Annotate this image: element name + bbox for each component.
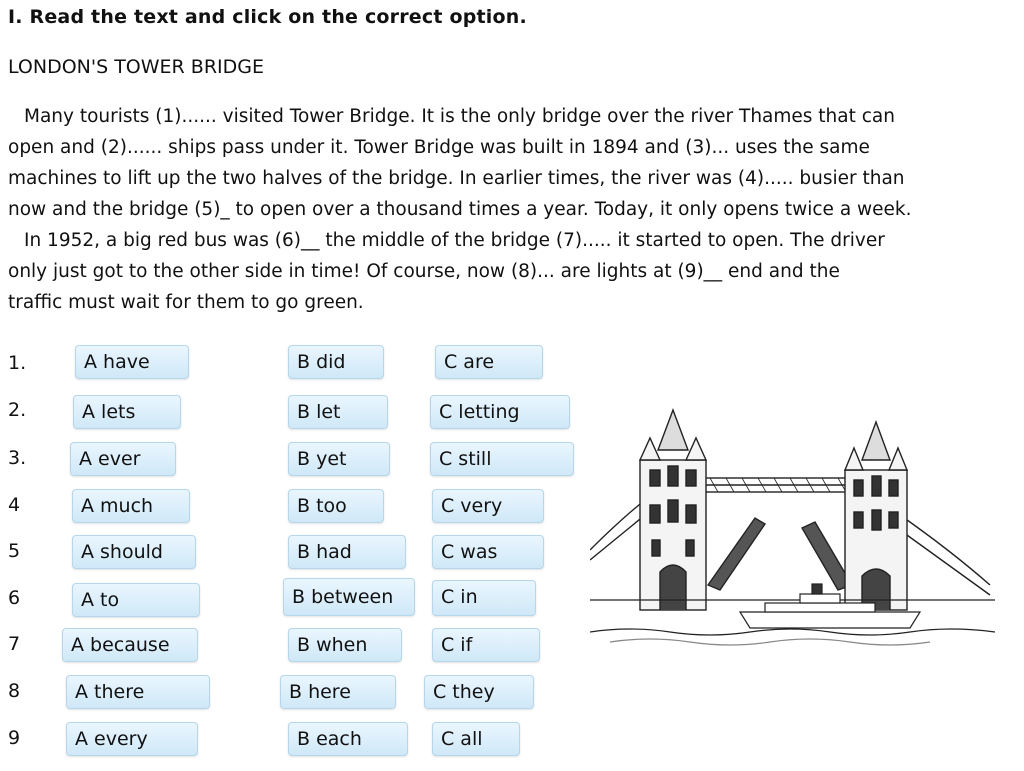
passage	[8, 101, 1024, 318]
question-number-9: 9	[8, 727, 21, 749]
q5-option-a[interactable]: A should	[72, 535, 196, 569]
q9-option-a[interactable]: A every	[66, 722, 198, 756]
q7-option-b[interactable]: B when	[288, 628, 402, 662]
passage-line-2: open and (2)...... ships pass under it. Tower Bridge was built in 1894 and (3)... uses the same	[8, 137, 870, 158]
passage-line-1: Many tourists (1)...... visited Tower Bridge. It is the only bridge over the river Thames that can	[24, 106, 895, 127]
q3-option-a[interactable]: A ever	[70, 442, 176, 476]
q1-option-c[interactable]: C are	[435, 345, 543, 379]
instruction: I. Read the text and click on the correct option.	[8, 6, 527, 28]
q6-option-c[interactable]: C in	[432, 580, 536, 616]
q2-option-c[interactable]: C letting	[430, 395, 570, 429]
question-number-6: 6	[8, 587, 21, 609]
passage-title: LONDON'S TOWER BRIDGE	[8, 56, 264, 78]
passage-line-5: In 1952, a big red bus was (6)__ the middle of the bridge (7)..... it started to open. The driver	[24, 230, 885, 251]
q4-option-c[interactable]: C very	[432, 489, 544, 523]
q2-option-a[interactable]: A lets	[73, 395, 181, 429]
q7-option-a[interactable]: A because	[62, 628, 198, 662]
question-number-1: 1.	[8, 352, 27, 374]
q6-option-b[interactable]: B between	[283, 578, 415, 616]
q8-option-a[interactable]: A there	[66, 675, 210, 709]
q7-option-c[interactable]: C if	[432, 628, 540, 662]
passage-line-3: machines to lift up the two halves of the bridge. In earlier times, the river was (4)..... busier than	[8, 168, 905, 189]
question-number-7: 7	[8, 633, 21, 655]
q9-option-c[interactable]: C all	[432, 722, 520, 756]
q2-option-b[interactable]: B let	[288, 395, 388, 429]
q3-option-c[interactable]: C still	[430, 442, 574, 476]
q1-option-a[interactable]: A have	[75, 345, 189, 379]
question-number-8: 8	[8, 680, 21, 702]
passage-line-4: now and the bridge (5)_ to open over a thousand times a year. Today, it only opens twice a week.	[8, 199, 912, 220]
question-number-2: 2.	[8, 399, 27, 421]
q4-option-a[interactable]: A much	[72, 489, 190, 523]
question-number-4: 4	[8, 494, 21, 516]
passage-line-7: traffic must wait for them to go green.	[8, 292, 364, 313]
tower-bridge-illustration	[590, 400, 995, 650]
question-number-5: 5	[8, 540, 21, 562]
q3-option-b[interactable]: B yet	[288, 442, 390, 476]
q1-option-b[interactable]: B did	[288, 345, 384, 379]
q5-option-b[interactable]: B had	[288, 535, 406, 569]
q8-option-c[interactable]: C they	[424, 675, 534, 709]
q6-option-a[interactable]: A to	[72, 583, 200, 617]
q4-option-b[interactable]: B too	[288, 489, 384, 523]
q5-option-c[interactable]: C was	[432, 535, 544, 569]
q8-option-b[interactable]: B here	[280, 675, 396, 709]
q9-option-b[interactable]: B each	[288, 722, 408, 756]
passage-line-6: only just got to the other side in time! Of course, now (8)... are lights at (9)__ end and the	[8, 261, 840, 282]
question-number-3: 3.	[8, 447, 27, 469]
